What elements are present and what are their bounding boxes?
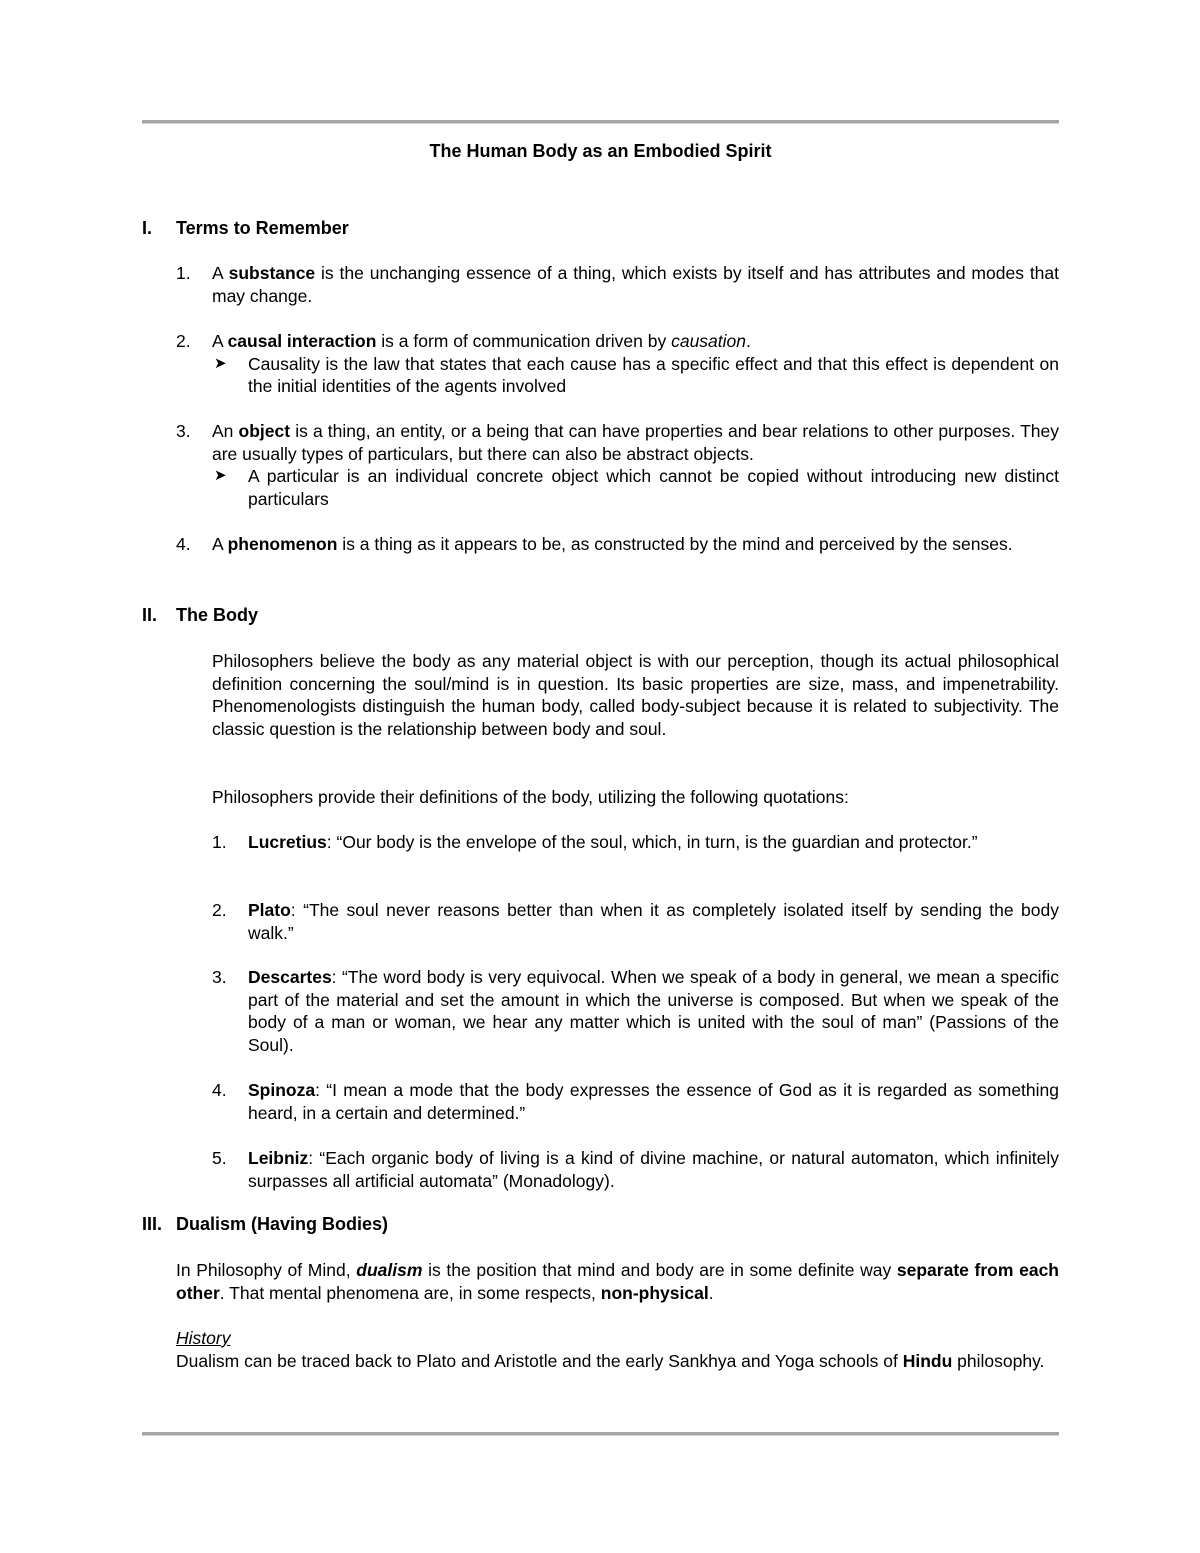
item-text: A phenomenon is a thing as it appears to be, as constructed by the mind and perceived by the senses.	[212, 534, 1013, 554]
term: dualism	[356, 1260, 423, 1280]
item-text: A substance is the unchanging essence of a thing, which exists by itself and has attributes and modes that may change.	[212, 263, 1060, 306]
term: object	[238, 421, 291, 441]
list-item	[176, 533, 1059, 556]
philosopher-name: Lucretius	[248, 832, 327, 852]
item-number: 1.	[176, 263, 191, 283]
philosopher-name: Plato	[248, 900, 291, 920]
quote-item: 1. Lucretius: “Our body is the envelope of the soul, which, in turn, is the guardian and protector.”	[212, 832, 978, 852]
arrow-bullet-icon: ➤	[214, 354, 227, 372]
arrow-bullet-icon: ➤	[214, 467, 227, 485]
bottom-rule	[142, 1432, 1059, 1436]
philosopher-name: Descartes	[248, 967, 332, 987]
section-number: III.	[142, 1214, 163, 1234]
body-paragraph: Philosophers provide their definitions of the body, utilizing the following quotations:	[212, 787, 849, 807]
section-title: Dualism (Having Bodies)	[176, 1214, 389, 1234]
page-title: The Human Body as an Embodied Spirit	[429, 141, 772, 161]
list-item	[176, 262, 1059, 307]
history-text: Dualism can be traced back to Plato and Aristotle and the early Sankhya and Yoga schools of Hindu philosophy.	[176, 1350, 1045, 1371]
quote-item: 2. Plato: “The soul never reasons better than when it as completely isolated itself by sending the body walk.”	[212, 900, 1059, 943]
item-text: An object is a thing, an entity, or a being that can have properties and bear relations to other purposes. They are usually types of particulars, but there can also be abstract objects.	[212, 421, 1059, 464]
history-block	[176, 1327, 1059, 1372]
section-number: II.	[142, 605, 158, 625]
item-number: 4.	[176, 534, 191, 554]
top-rule	[142, 120, 1059, 124]
history-label: History	[176, 1328, 231, 1348]
philosopher-name: Leibniz	[248, 1148, 309, 1168]
item-text: A causal interaction is a form of communication driven by causation.	[212, 331, 751, 351]
quote-item: 4. Spinoza: “I mean a mode that the body expresses the essence of God as it is regarded as something heard, in a certain and determined.”	[212, 1080, 1059, 1123]
list-item	[176, 330, 1059, 398]
term: causal interaction	[227, 331, 377, 351]
quote-item: 5. Leibniz: “Each organic body of living is a kind of divine machine, or natural automaton, which infinitely surpasses all artificial automata” (Monadology).	[212, 1148, 1059, 1191]
term: substance	[228, 263, 316, 283]
quote-item: 3. Descartes: “The word body is very equivocal. When we speak of a body in general, we mean a specific part of the material and set the amount in which the universe is composed. But when we speak of the body of a man or woman, we hear any matter which is united with the soul of man” (Passions of the Soul).	[212, 967, 1059, 1055]
philosopher-name: Spinoza	[248, 1080, 316, 1100]
item-number: 1.	[212, 832, 227, 852]
section-3-heading	[142, 1214, 388, 1235]
item-number: 4.	[212, 1080, 227, 1100]
section-number: I.	[142, 218, 153, 238]
section-2-heading	[142, 605, 258, 626]
sub-bullet: ➤ Causality is the law that states that each cause has a specific effect and that this effect is dependent on the initial identities of the agents involved	[214, 353, 1059, 397]
item-number: 2.	[212, 900, 227, 920]
item-number: 5.	[212, 1148, 227, 1168]
sub-bullet: ➤ A particular is an individual concrete object which cannot be copied without introducing new distinct particulars	[214, 466, 1059, 509]
section-1-heading	[142, 218, 349, 239]
body-paragraph: Philosophers believe the body as any material object is with our perception, though its actual philosophical definition concerning the soul/mind is in question. Its basic properties are size, mass, and impenetrability. Phenomenologists distinguish the human body, called body-subject because it is related to subjectivity. The classic question is the relationship between body and soul.	[212, 651, 1059, 739]
item-number: 3.	[176, 421, 191, 441]
body-paragraph: In Philosophy of Mind, dualism is the position that mind and body are in some definite way separate from each other. That mental phenomena are, in some respects, non-physical.	[176, 1260, 1059, 1303]
list-item	[176, 420, 1059, 510]
section-title: The Body	[176, 605, 259, 625]
item-number: 3.	[212, 967, 227, 987]
section-title: Terms to Remember	[176, 218, 349, 238]
term: phenomenon	[227, 534, 338, 554]
item-number: 2.	[176, 331, 191, 351]
